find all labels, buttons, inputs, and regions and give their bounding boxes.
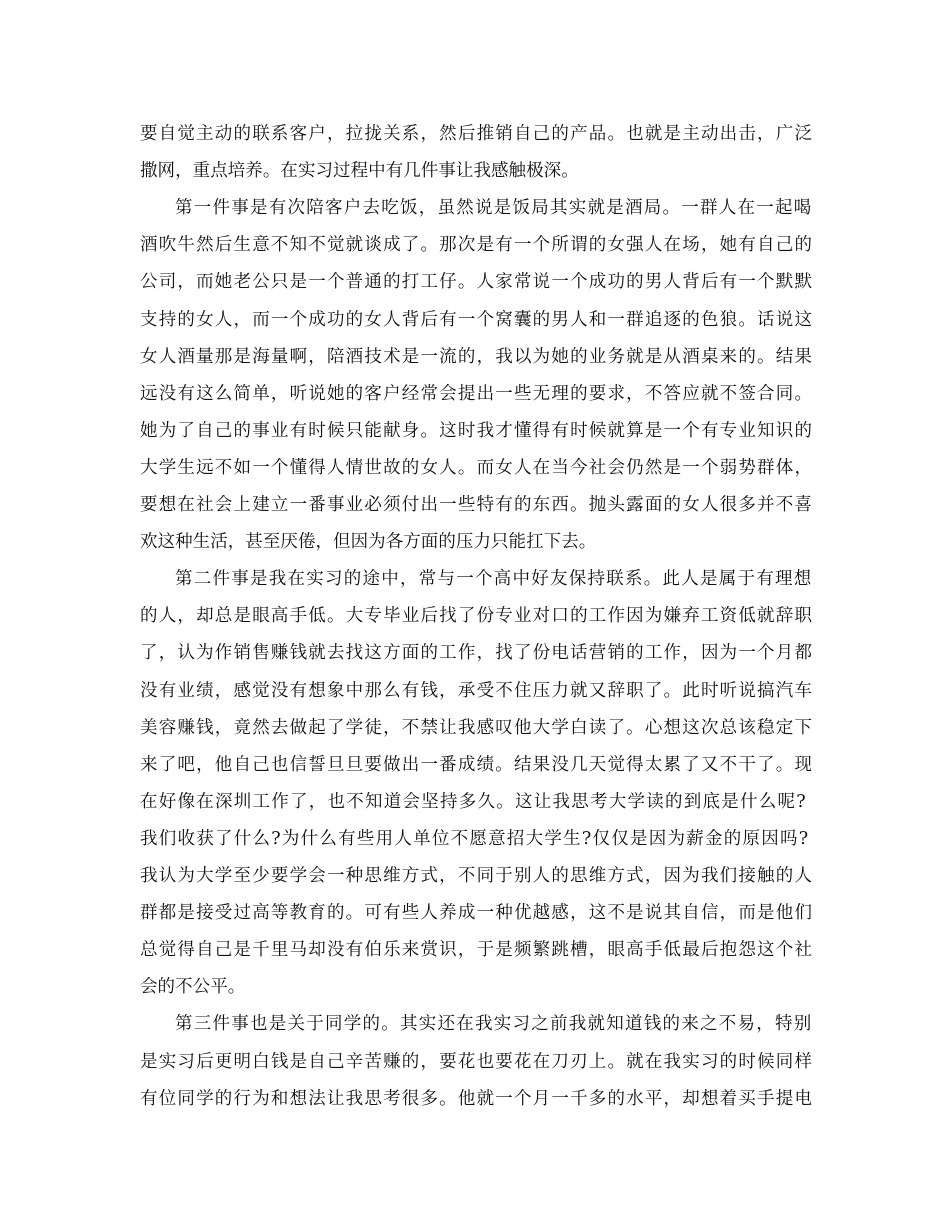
text-line: 我认为大学至少要学会一种思维方式，不同于别人的思维方式，因为我们接触的人 [140, 866, 814, 886]
text-line: 是实习后更明白钱是自己辛苦赚的，要花也要花在刀刃上。就在我实习的时候同样 [140, 1051, 814, 1072]
text-line: 美容赚钱，竟然去做起了学徒，不禁让我感叹他大学白读了。心想这次总该稳定下 [140, 717, 814, 738]
text-line: 有位同学的行为和想法让我思考很多。他就一个月一千多的水平，却想着买手提电 [140, 1088, 814, 1109]
text-line: 公司，而她老公只是一个普通的打工仔。人家常说一个成功的男人背后有一个默默 [140, 272, 814, 293]
text-line: 的人，却总是眼高手低。大专毕业后找了份专业对口的工作因为嫌弃工资低就辞职 [140, 606, 814, 627]
text-line: 她为了自己的事业有时候只能献身。这时我才懂得有时候就算是一个有专业知识的 [140, 420, 814, 441]
text-line: 欢这种生活，甚至厌倦，但因为各方面的压力只能扛下去。 [140, 532, 597, 553]
text-line: 会的不公平。 [140, 977, 246, 998]
text-line: 女人酒量那是海量啊，陪酒技术是一流的，我以为她的业务就是从酒桌来的。结果 [140, 346, 814, 367]
text-line: 要自觉主动的联系客户，拉拢关系，然后推销自己的产品。也就是主动出击，广泛 [140, 124, 814, 144]
text-line: 酒吹牛然后生意不知不觉就谈成了。那次是有一个所谓的女强人在场，她有自己的 [140, 235, 814, 256]
text-line: 我们收获了什么?为什么有些用人单位不愿意招大学生?仅仅是因为薪金的原因吗? [140, 828, 810, 849]
text-line: 群都是接受过高等教育的。可有些人养成一种优越感，这不是说其自信，而是他们 [140, 903, 814, 924]
text-line: 远没有这么简单，听说她的客户经常会提出一些无理的要求，不答应就不签合同。 [140, 383, 814, 404]
text-line: 撒网，重点培养。在实习过程中有几件事让我感触极深。 [140, 161, 579, 182]
text-line: 了，认为作销售赚钱就去找这方面的工作，找了份电话营销的工作，因为一个月都 [140, 643, 814, 664]
text-line: 第二件事是我在实习的途中，常与一个高中好友保持联系。此人是属于有理想 [175, 569, 813, 590]
text-line: 没有业绩，感觉没有想象中那么有钱，承受不住压力就又辞职了。此时听说搞汽车 [140, 680, 814, 701]
text-line: 来了吧，他自己也信誓旦旦要做出一番成绩。结果没几天觉得太累了又不干了。现 [140, 754, 814, 775]
text-line: 要想在社会上建立一番事业必须付出一些特有的东西。抛头露面的女人很多并不喜 [140, 495, 814, 515]
text-line: 总觉得自己是千里马却没有伯乐来赏识，于是频繁跳槽，眼高手低最后抱怨这个社 [140, 940, 814, 961]
text-line: 第一件事是有次陪客户去吃饭，虽然说是饭局其实就是酒局。一群人在一起喝 [175, 198, 813, 219]
text-line: 大学生远不如一个懂得人情世故的女人。而女人在当今社会仍然是一个弱势群体， [140, 457, 814, 478]
text-line: 支持的女人，而一个成功的女人背后有一个窝囊的男人和一群追逐的色狼。话说这 [140, 309, 814, 330]
text-line: 第三件事也是关于同学的。其实还在我实习之前我就知道钱的来之不易，特别 [175, 1014, 813, 1035]
text-line: 在好像在深圳工作了，也不知道会坚持多久。这让我思考大学读的到底是什么呢? [140, 791, 807, 812]
